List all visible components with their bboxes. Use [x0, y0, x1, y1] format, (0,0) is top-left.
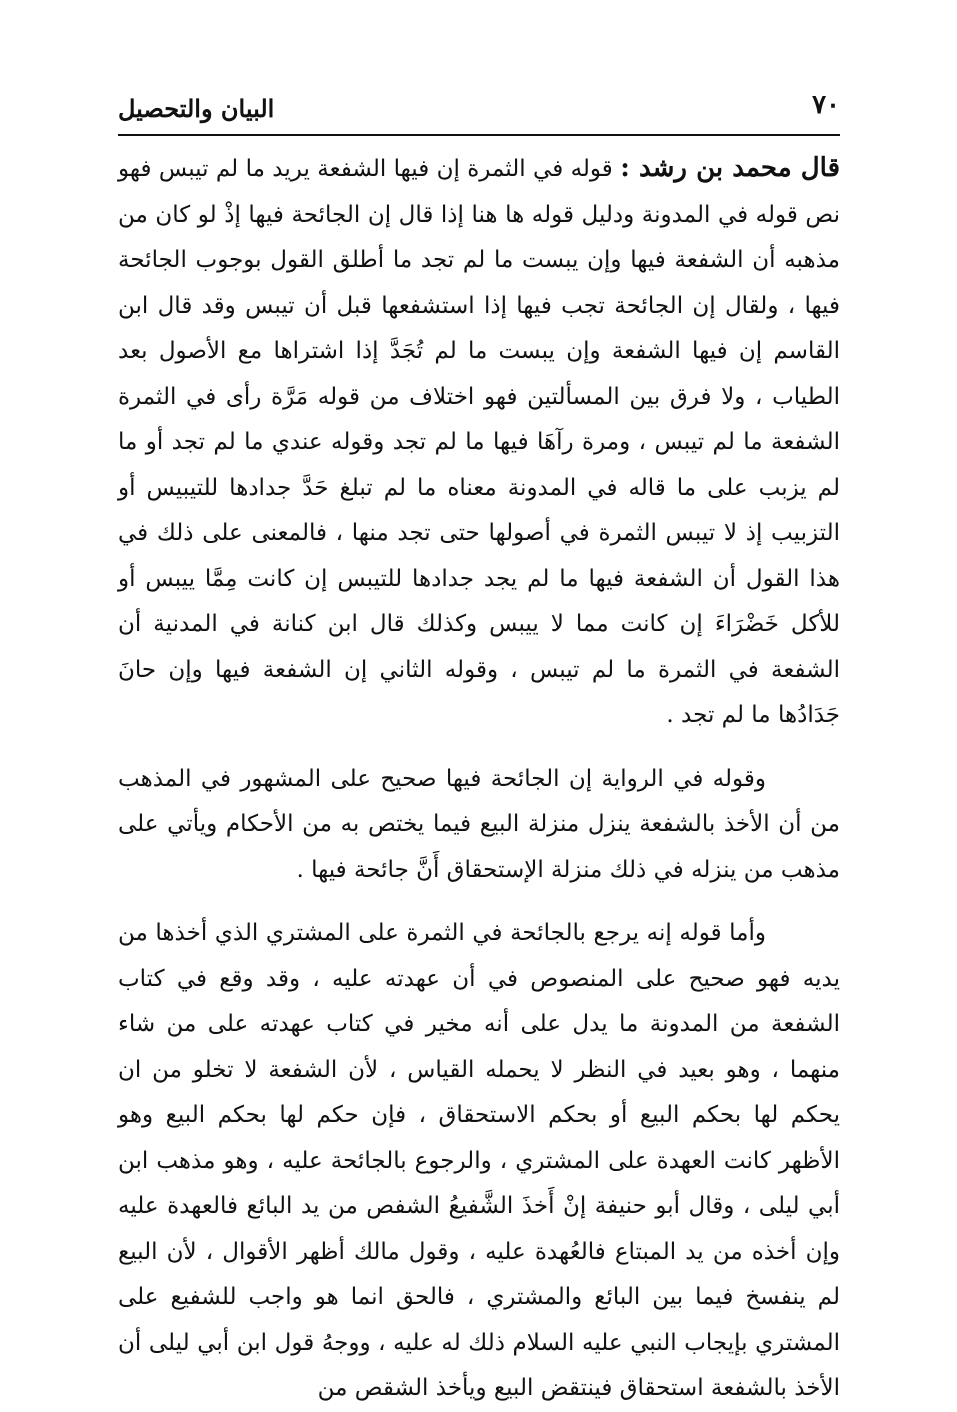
- paragraph-3: وأما قوله إنه يرجع بالجائحة في الثمرة على المشتري الذي أخذها من يديه فهو صحيح على المنصوص في أن عهدته عليه ، وقد وقع في كتاب الشفعة من المدونة ما يدل على أنه مخير في كتاب عهدته على من شاء منهما ، وهو بعيد في النظر لا يحمله القياس ، لأن الشفعة لا تخلو من ان يحكم لها بحكم البيع أو بحكم الاستحقاق ، فإن حكم لها بحكم البيع وهو الأظهر كانت العهدة على المشتري ، والرجوع بالجائحة عليه ، وهو مذهب ابن أبي ليلى ، وقال أبو حنيفة إنْ أَخذَ الشَّفيعُ الشفص من يد البائع فالعهدة عليه وإن أخذه من يد المبتاع فالعُهدة عليه ، وقول مالك أظهر الأقوال ، لأن البيع لم ينفسخ فيما بين البائع والمشتري ، فالحق انما هو واجب للشفيع على المشتري بإيجاب النبي عليه السلام ذلك له عليه ، ووجهُ قول ابن أبي ليلى أن الأخذ بالشفعة استحقاق فينتقض البيع ويأخذ الشقص من: [118, 920, 840, 1401]
- paragraph-1-text: قوله في الثمرة إن فيها الشفعة يريد ما لم تيبس فهو نص قوله في المدونة ودليل قوله ها هنا إذا قال إن الجائحة فيها إذْ لو كان من مذهبه أن الشفعة فيها وإن يبست ما لم تجد ما أطلق القول بوجوب الجائحة فيها ، ولقال إن الجائحة تجب فيها إذا استشفعها قبل أن تيبس وقد قال ابن القاسم إن فيها الشفعة وإن يبست ما لم تُجَدَّ إذا اشتراها مع الأصول بعد الطياب ، ولا فرق بين المسألتين فهو اختلاف من قوله مَرَّة رأى في الثمرة الشفعة ما لم تيبس ، ومرة رآهَا فيها ما لم تجد وقوله عندي ما لم تجد أو ما لم يزبب على ما قاله في المدونة معناه ما لم تبلغ حَدَّ جدادها للتيبيس أو التزبيب إذ لا تيبس الثمرة في أصولها حتى تجد منها ، فالمعنى على ذلك في هذا القول أن الشفعة فيها ما لم يجد جدادها للتيبس إن كانت مِمَّا ييبس أو للأكل خَضْرَاءَ إن كانت مما لا ييبس وكذلك قال ابن كنانة في المدنية أن الشفعة في الثمرة ما لم تيبس ، وقوله الثاني إن الشفعة فيها وإن حانَ جَدَادُها ما لم تجد .: [118, 156, 840, 728]
- header-rule: [118, 134, 840, 136]
- page-header: [118, 88, 840, 132]
- page-number: ٧٠: [812, 90, 840, 120]
- speaker-label: قال محمد بن رشد :: [620, 153, 841, 183]
- body-text: [118, 146, 840, 1412]
- paragraph-2: وقوله في الرواية إن الجائحة فيها صحيح على المشهور في المذهب من أن الأخذ بالشفعة ينزل منزلة البيع فيما يختص به من الأحكام ويأتي على مذهب من ينزله في ذلك منزلة الإستحقاق أَنَّ جائحة فيها .: [118, 765, 840, 883]
- paragraph-1: [118, 146, 840, 739]
- running-title: البيان والتحصيل: [118, 94, 275, 123]
